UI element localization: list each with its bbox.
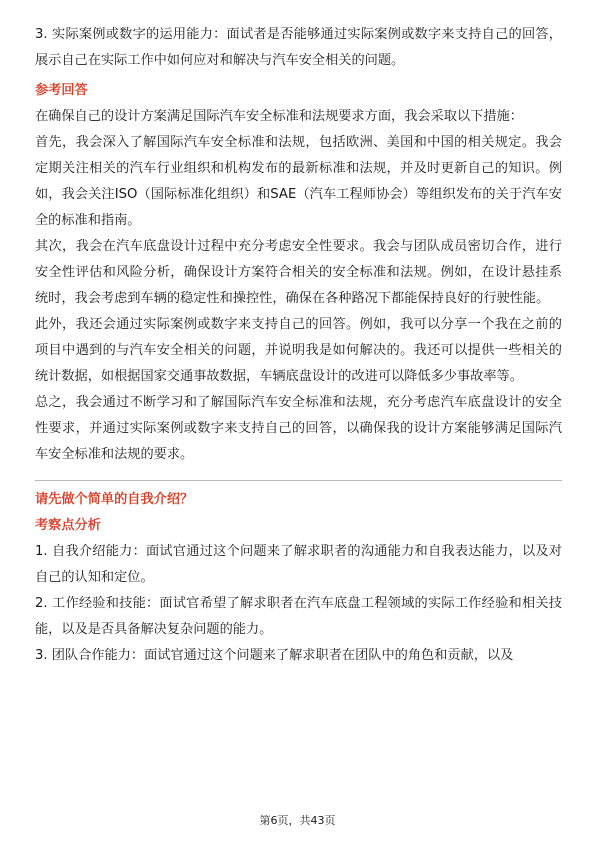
analysis-point-3: 3. 实际案例或数字的运用能力：面试者是否能够通过实际案例或数字来支持自己的回答，展示自己在实际工作中如何应对和解决与汽车安全相关的问题。	[35, 27, 562, 68]
page-number: 第6页，共43页	[259, 814, 336, 827]
analysis-point: 2. 工作经验和技能：面试官希望了解求职者在汽车底盘工程领域的实际工作经验和相关技能，以及是否具备解决复杂问题的能力。	[35, 596, 562, 637]
section-divider	[35, 480, 562, 481]
answer-paragraph: 其次，我会在汽车底盘设计过程中充分考虑安全性要求。我会与团队成员密切合作，进行安全性评估和风险分析，确保设计方案符合相关的安全标准和法规。例如，在设计悬挂系统时，我会考虑到车辆的稳定性和操控性，确保在各种路况下都能保持良好的行驶性能。	[35, 239, 562, 306]
reference-answer-heading: 参考回答	[35, 83, 88, 98]
answer-paragraph: 首先，我会深入了解国际汽车安全标准和法规，包括欧洲、美国和中国的相关规定。我会定期关注相关的汽车行业组织和机构发布的最新标准和法规，并及时更新自己的知识。例如，我会关注ISO（国际标准化组织）和SAE（汽车工程师协会）等组织发布的关于汽车安全的标准和指南。	[35, 135, 562, 228]
answer-paragraph: 此外，我还会通过实际案例或数字来支持自己的回答。例如，我可以分享一个我在之前的项目中遇到的与汽车安全相关的问题，并说明我是如何解决的。我还可以提供一些相关的统计数据，如根据国家交通事故数据，车辆底盘设计的改进可以降低多少事故率等。	[35, 317, 562, 384]
analysis-heading: 考察点分析	[35, 518, 101, 533]
document-page	[35, 22, 562, 669]
analysis-point: 3. 团队合作能力：面试官通过这个问题来了解求职者在团队中的角色和贡献，以及	[35, 648, 514, 663]
answer-paragraph: 在确保自己的设计方案满足国际汽车安全标准和法规要求方面，我会采取以下措施：	[35, 109, 523, 124]
analysis-point: 1. 自我介绍能力：面试官通过这个问题来了解求职者的沟通能力和自我表达能力，以及对自己的认知和定位。	[35, 544, 562, 585]
question-heading: 请先做个简单的自我介绍？	[35, 492, 194, 507]
answer-paragraph: 总之，我会通过不断学习和了解国际汽车安全标准和法规，充分考虑汽车底盘设计的安全性要求，并通过实际案例或数字来支持自己的回答，以确保我的设计方案能够满足国际汽车安全标准和法规的要求。	[35, 395, 562, 462]
